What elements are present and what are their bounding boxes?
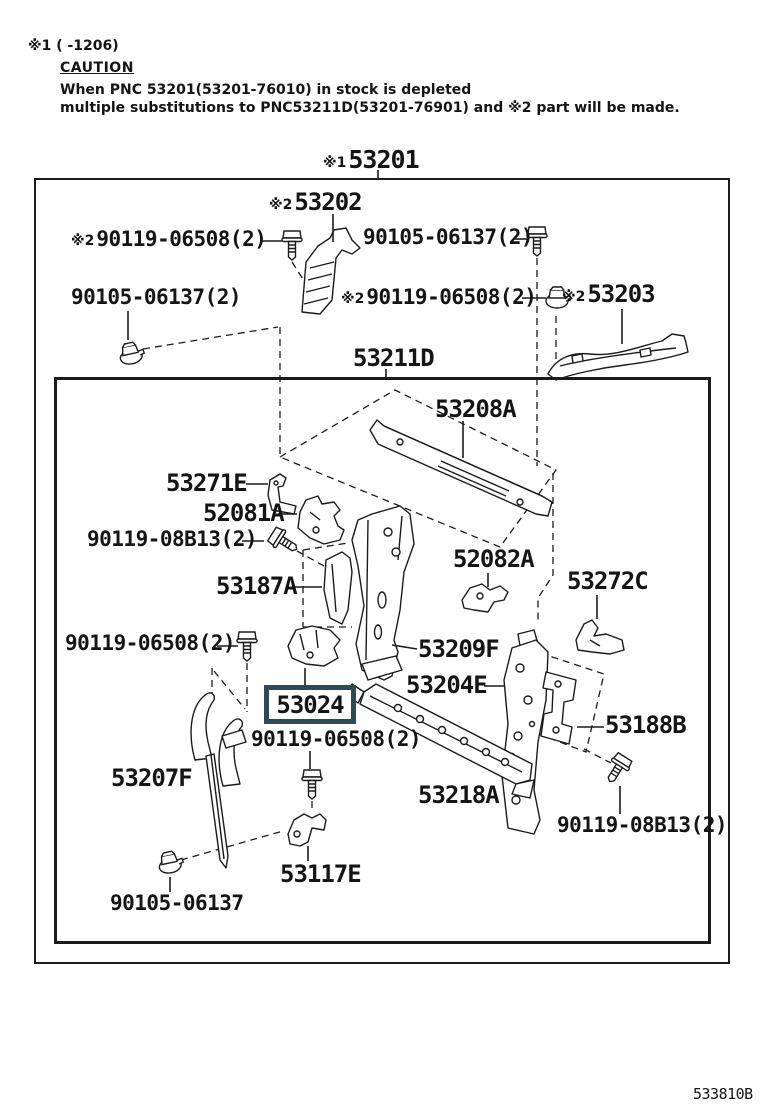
substitution-mark: ※2 [562, 289, 586, 305]
part-label-53117e[interactable]: 53117E [280, 860, 361, 888]
substitution-mark: ※2 [269, 197, 293, 213]
part-label-53203[interactable]: ※2 53203 [562, 280, 655, 308]
substitution-mark: ※2 [71, 233, 95, 249]
part-label-52081a[interactable]: 52081A [203, 499, 284, 527]
subassembly-53211d-boundary [54, 377, 711, 944]
selected-part-box[interactable] [264, 685, 356, 724]
fastener-label-90119-08b13-top[interactable]: 90119-08B13(2) [87, 527, 258, 551]
part-label-53271e[interactable]: 53271E [166, 469, 247, 497]
fastener-label-90119-06508-bottom[interactable]: 90119-06508(2) [251, 727, 422, 751]
selected-part-number: 53024 [276, 690, 344, 719]
diagram-code: 533810B [693, 1085, 753, 1103]
part-label-53211d[interactable]: 53211D [353, 344, 434, 372]
caution-line-2: multiple substitutions to PNC53211D(53201-76901) and ※2 part will be made. [60, 100, 680, 116]
part-label-53207f[interactable]: 53207F [111, 764, 192, 792]
part-label-52082a[interactable]: 52082A [453, 545, 534, 573]
substitution-mark: ※2 [341, 291, 365, 307]
caution-title: CAUTION [60, 60, 134, 76]
part-label-53188b[interactable]: 53188B [605, 711, 686, 739]
fastener-label-90105-06137-left[interactable]: 90105-06137(2) [71, 285, 242, 309]
part-label-53208a[interactable]: 53208A [435, 395, 516, 423]
fastener-label-90105-06137-bottom[interactable]: 90105-06137 [110, 891, 244, 915]
part-label-53272c[interactable]: 53272C [567, 567, 648, 595]
part-label-53204e[interactable]: 53204E [406, 671, 487, 699]
part-label-53202[interactable]: ※2 53202 [269, 188, 362, 216]
fastener-label-90119-06508-mid-right[interactable]: ※2 90119-06508(2) [341, 285, 537, 309]
part-label-53209f[interactable]: 53209F [418, 635, 499, 663]
part-label-53218a[interactable]: 53218A [418, 781, 499, 809]
note-reference: ※1 ( -1206) [28, 38, 119, 54]
part-label-53187a[interactable]: 53187A [216, 572, 297, 600]
fastener-label-90119-08b13-bottom[interactable]: 90119-08B13(2) [557, 813, 728, 837]
substitution-mark: ※1 [323, 155, 347, 171]
fastener-label-90119-06508-top-left[interactable]: ※2 90119-06508(2) [71, 227, 267, 251]
caution-line-1: When PNC 53201(53201-76010) in stock is depleted [60, 82, 472, 98]
fastener-label-90105-06137-top-right[interactable]: 90105-06137(2) [363, 225, 534, 249]
fastener-label-90119-06508-mid[interactable]: 90119-06508(2) [65, 631, 236, 655]
part-label-53201[interactable]: ※1 53201 [323, 145, 419, 174]
